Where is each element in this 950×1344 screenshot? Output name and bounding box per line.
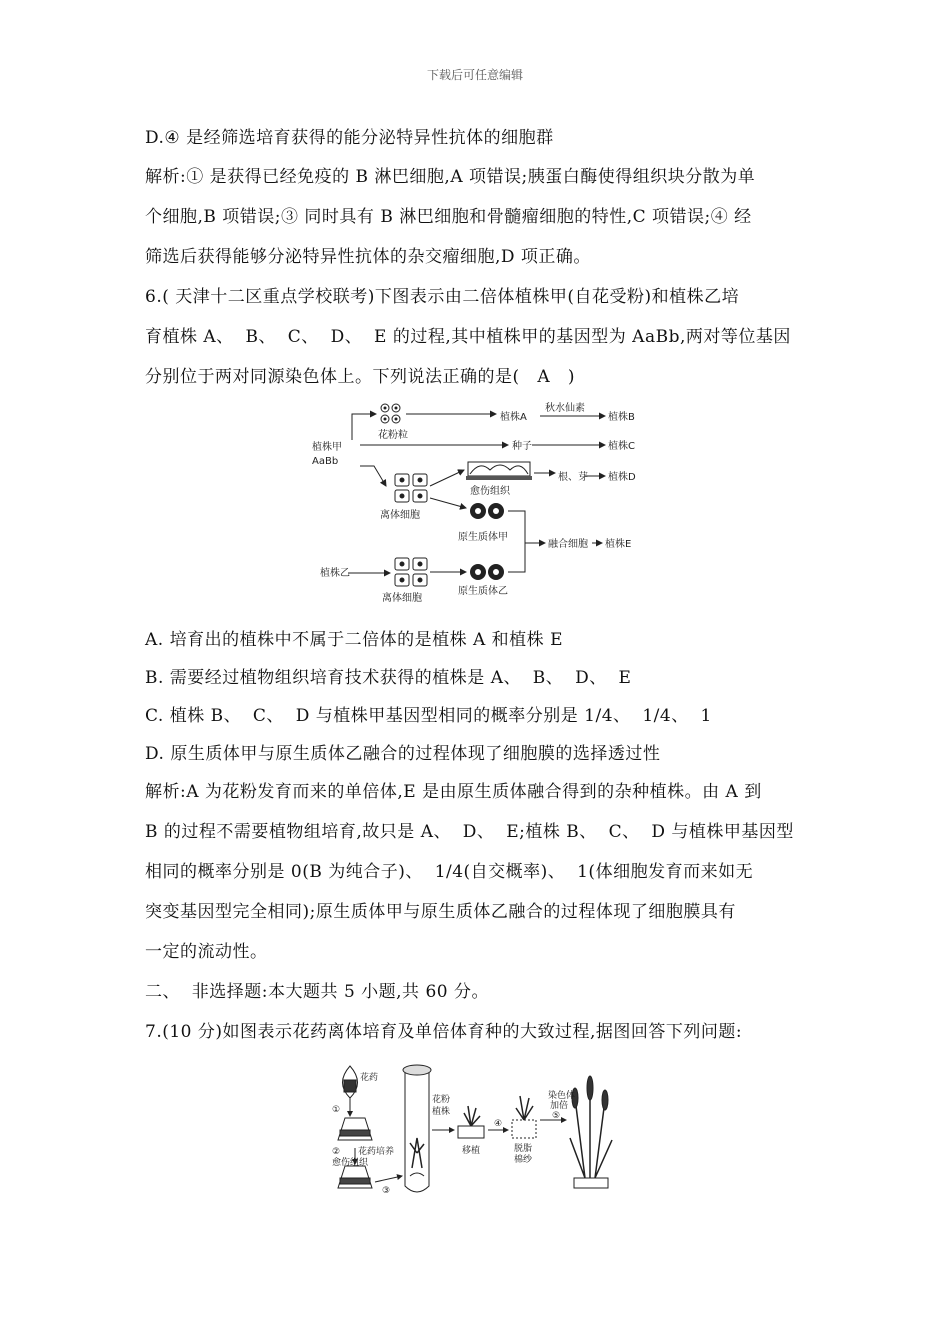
callus-flask-icon bbox=[338, 1166, 372, 1188]
plant-b-label: 植株B bbox=[608, 412, 635, 423]
option-b-line: B. 需要经过植物组织培育技术获得的植株是 A、 B、 D、 E bbox=[145, 668, 632, 688]
seed-label: 种子 bbox=[512, 441, 532, 452]
question-6-line-3: 分别位于两对同源染色体上。下列说法正确的是( A ) bbox=[145, 367, 575, 387]
test-tube-icon bbox=[405, 1070, 429, 1192]
cotton-pot-icon bbox=[512, 1120, 536, 1138]
fused-cell-label: 融合细胞 bbox=[548, 539, 588, 550]
pot-icon bbox=[458, 1126, 484, 1138]
step5-label: ⑤ bbox=[552, 1111, 561, 1121]
callus-icon bbox=[466, 462, 532, 480]
callus2-label: 愈伤组织 bbox=[332, 1158, 369, 1168]
transplant-label: 移植 bbox=[462, 1146, 481, 1156]
option-d-line: D.④ 是经筛选培育获得的能分泌特异性抗体的细胞群 bbox=[145, 128, 554, 148]
option-c-line: C. 植株 B、 C、 D 与植株甲基因型相同的概率分别是 1/4、 1/4、 1 bbox=[145, 706, 712, 726]
cotton-label-1: 脱脂 bbox=[514, 1144, 533, 1154]
culture-flask-icon bbox=[338, 1118, 372, 1140]
pollen-plant-label-2: 植株 bbox=[432, 1107, 451, 1117]
analysis-line-2: 个细胞,B 项错误;③ 同时具有 B 淋巴细胞和骨髓瘤细胞的特性,C 项错误;④ 经 bbox=[145, 207, 752, 227]
isolated-cells-2-icon bbox=[395, 558, 427, 586]
genotype-label: AaBb bbox=[312, 456, 339, 467]
plant-jia-label: 植株甲 bbox=[312, 442, 342, 453]
option-d2-line: D. 原生质体甲与原生质体乙融合的过程体现了细胞膜的选择透过性 bbox=[145, 744, 661, 764]
protoplast-jia-label: 原生质体甲 bbox=[458, 532, 508, 543]
callus-label: 愈伤组织 bbox=[470, 486, 510, 497]
question-7-line: 7.(10 分)如图表示花药离体培育及单倍体育种的大致过程,据图回答下列问题: bbox=[145, 1022, 743, 1042]
plant-breeding-diagram bbox=[300, 398, 660, 608]
analysis-line-1: 解析:① 是获得已经免疫的 B 淋巴细胞,A 项错误;胰蛋白酶使得组织块分散为单 bbox=[145, 167, 756, 187]
anther-culture-diagram bbox=[320, 1058, 640, 1198]
protoplast-jia-icon bbox=[470, 503, 504, 519]
plant-e-label: 植株E bbox=[605, 539, 632, 550]
colchicine-label: 秋水仙素 bbox=[545, 403, 585, 414]
plant-c-label: 植株C bbox=[608, 441, 635, 452]
section-heading: 二、 非选择题:本大题共 5 小题,共 60 分。 bbox=[145, 982, 490, 1002]
step3-label: ③ bbox=[382, 1186, 391, 1196]
question-6-line-1: 6.( 天津十二区重点学校联考)下图表示由二倍体植株甲(自花受粉)和植株乙培 bbox=[145, 287, 740, 307]
anther-culture-label: 花药培养 bbox=[358, 1147, 395, 1157]
analysis-line-3: 筛选后获得能够分泌特异性抗体的杂交瘤细胞,D 项正确。 bbox=[145, 247, 591, 267]
plant-d-label: 植株D bbox=[608, 472, 636, 483]
step2-label: ② bbox=[332, 1147, 341, 1157]
analysis-6-line-5: 一定的流动性。 bbox=[145, 942, 268, 962]
plant-a-label: 植株A bbox=[500, 412, 527, 423]
protoplast-yi-label: 原生质体乙 bbox=[458, 586, 508, 597]
protoplast-yi-icon bbox=[470, 564, 504, 580]
question-6-line-2: 育植株 A、 B、 C、 D、 E 的过程,其中植株甲的基因型为 AaBb,两对等位基因 bbox=[145, 327, 791, 347]
root-bud-label: 根、芽 bbox=[558, 472, 588, 483]
analysis-6-line-4: 突变基因型完全相同);原生质体甲与原生质体乙融合的过程体现了细胞膜具有 bbox=[145, 902, 736, 922]
step4-label: ④ bbox=[494, 1119, 503, 1129]
pollen-label: 花粉粒 bbox=[378, 430, 408, 441]
isolated-cells-label: 离体细胞 bbox=[380, 510, 420, 521]
chromosome-label-2: 加倍 bbox=[550, 1101, 569, 1111]
step1-label: ① bbox=[332, 1105, 341, 1115]
analysis-6-line-3: 相同的概率分别是 0(B 为纯合子)、 1/4(自交概率)、 1(体细胞发育而来如无 bbox=[145, 862, 754, 882]
pollen-plant-label-1: 花粉 bbox=[432, 1095, 451, 1105]
anther-label: 花药 bbox=[360, 1073, 379, 1083]
analysis-6-line-2: B 的过程不需要植物组培育,故只是 A、 D、 E;植株 B、 C、 D 与植株甲基因型 bbox=[145, 822, 794, 842]
chromosome-label-1: 染色体 bbox=[548, 1091, 576, 1101]
page-header: 下载后可任意编辑 bbox=[426, 68, 523, 82]
plant-yi-label: 植株乙 bbox=[320, 568, 350, 579]
analysis-6-line-1: 解析:A 为花粉发育而来的单倍体,E 是由原生质体融合得到的杂种植株。由 A 到 bbox=[145, 782, 762, 802]
pollen-icon bbox=[381, 404, 400, 423]
cotton-label-2: 棉纱 bbox=[514, 1155, 533, 1165]
isolated-cells-icon bbox=[395, 474, 427, 502]
isolated-cells-2-label: 离体细胞 bbox=[382, 593, 422, 604]
option-a-line: A. 培育出的植株中不属于二倍体的是植株 A 和植株 E bbox=[145, 630, 563, 650]
